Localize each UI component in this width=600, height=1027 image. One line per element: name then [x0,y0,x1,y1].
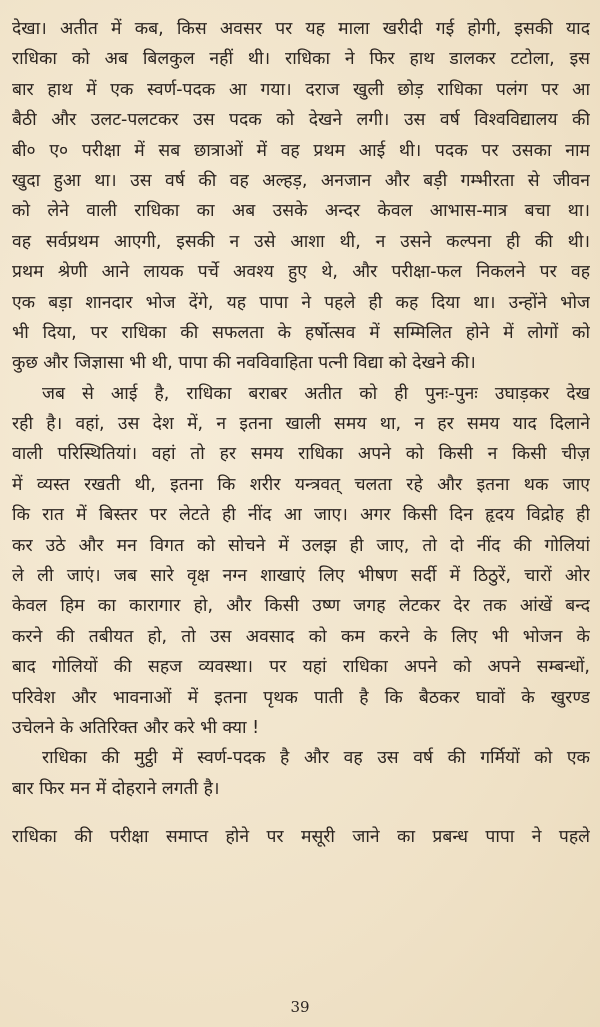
text-line: ले ली जाएं। जब सारे वृक्ष नग्न शाखाएं लिए भीषण सर्दी में ठिठुरें, चारों ओर [12,566,590,587]
paragraph-first-line: जब से आई है, राधिका बराबर अतीत को ही पुनः-पुनः उघाड़कर देख [42,383,590,404]
text-line: देखा। अतीत में कब, किस अवसर पर यह माला खरीदी गई होगी, इसकी याद [12,19,590,39]
text-line: बैठी और उलट-पलटकर उस पदक को देखने लगी। उस वर्ष विश्वविद्यालय की [12,110,590,131]
text-line: बार हाथ में एक स्वर्ण-पदक आ गया। दराज खुली छोड़ राधिका पलंग पर आ [12,79,590,100]
text-line: वाली परिस्थितियां। वहां तो हर समय राधिका अपने को किसी न किसी चीज़ [12,444,590,465]
paragraph-gap [12,804,590,822]
text-line: कि रात में बिस्तर पर लेटते ही नींद आ जाए। अगर किसी दिन हृदय विद्रोह ही [12,505,590,526]
paragraph-first-line: राधिका की परीक्षा समाप्त होने पर मसूरी जाने का प्रबन्ध पापा ने पहले [12,827,590,848]
text-line: बार फिर मन में दोहराने लगती है। [12,778,220,799]
text-line: खुदा हुआ था। उस वर्ष की वह अल्हड़, अनजान और बड़ी गम्भीरता से जीवन [12,170,590,191]
text-line: रही है। वहां, उस देश में, न इतना खाली समय था, न हर समय याद दिलाने [12,414,590,435]
text-line: भी दिया, पर राधिका की सफलता के हर्षोत्सव में सम्मिलित होने में लोगों को [12,322,590,343]
paragraph-first-line: राधिका की मुट्ठी में स्वर्ण-पदक है और वह उस वर्ष की गर्मियों को एक [42,748,590,769]
body-text [12,14,590,853]
text-line: कुछ और जिज्ञासा भी थी, पापा की नवविवाहिता पत्नी विद्या को देखने की। [12,353,476,374]
text-line: करने की तबीयत हो, तो उस अवसाद को कम करने के लिए भी भोजन के [12,626,590,647]
text-line: वह सर्वप्रथम आएगी, इसकी न उसे आशा थी, न उसने कल्पना ही की थी। [12,231,590,252]
text-line: बाद गोलियों की सहज व्यवस्था। पर यहां राधिका अपने को अपने सम्बन्धों, [12,657,590,678]
text-line: केवल हिम का कारागार हो, और किसी उष्ण जगह लेटकर देर तक आंखें बन्द [12,596,590,617]
text-line: राधिका को अब बिलकुल नहीं थी। राधिका ने फिर हाथ डालकर टटोला, इस [12,49,590,70]
text-line: कर उठे और मन विगत को सोचने में उलझ ही जाए, तो दो नींद की गोलियां [12,535,590,556]
text-line: उचेलने के अतिरिक्त और करे भी क्या ! [12,717,260,738]
text-line: एक बड़ा शानदार भोज देंगे, यह पापा ने पहले ही कह दिया था। उन्होंने भोज [12,292,590,313]
text-line: प्रथम श्रेणी आने लायक पर्चे अवश्य हुए थे, और परीक्षा-फल निकलने पर वह [12,262,590,283]
text-line: बी० ए० परीक्षा में सब छात्राओं में वह प्रथम आई थी। पदक पर उसका नाम [12,140,590,161]
text-line: में व्यस्त रखती थी, इतना कि शरीर यन्त्रवत् चलता रहे और इतना थक जाए [12,474,590,495]
text-line: को लेने वाली राधिका का अब उसके अन्दर केवल आभास-मात्र बचा था। [12,201,590,222]
page-number: 39 [290,998,310,1016]
text-line: परिवेश और भावनाओं में इतना पृथक पाती है कि बैठकर घावों के खुरण्ड [12,687,590,708]
